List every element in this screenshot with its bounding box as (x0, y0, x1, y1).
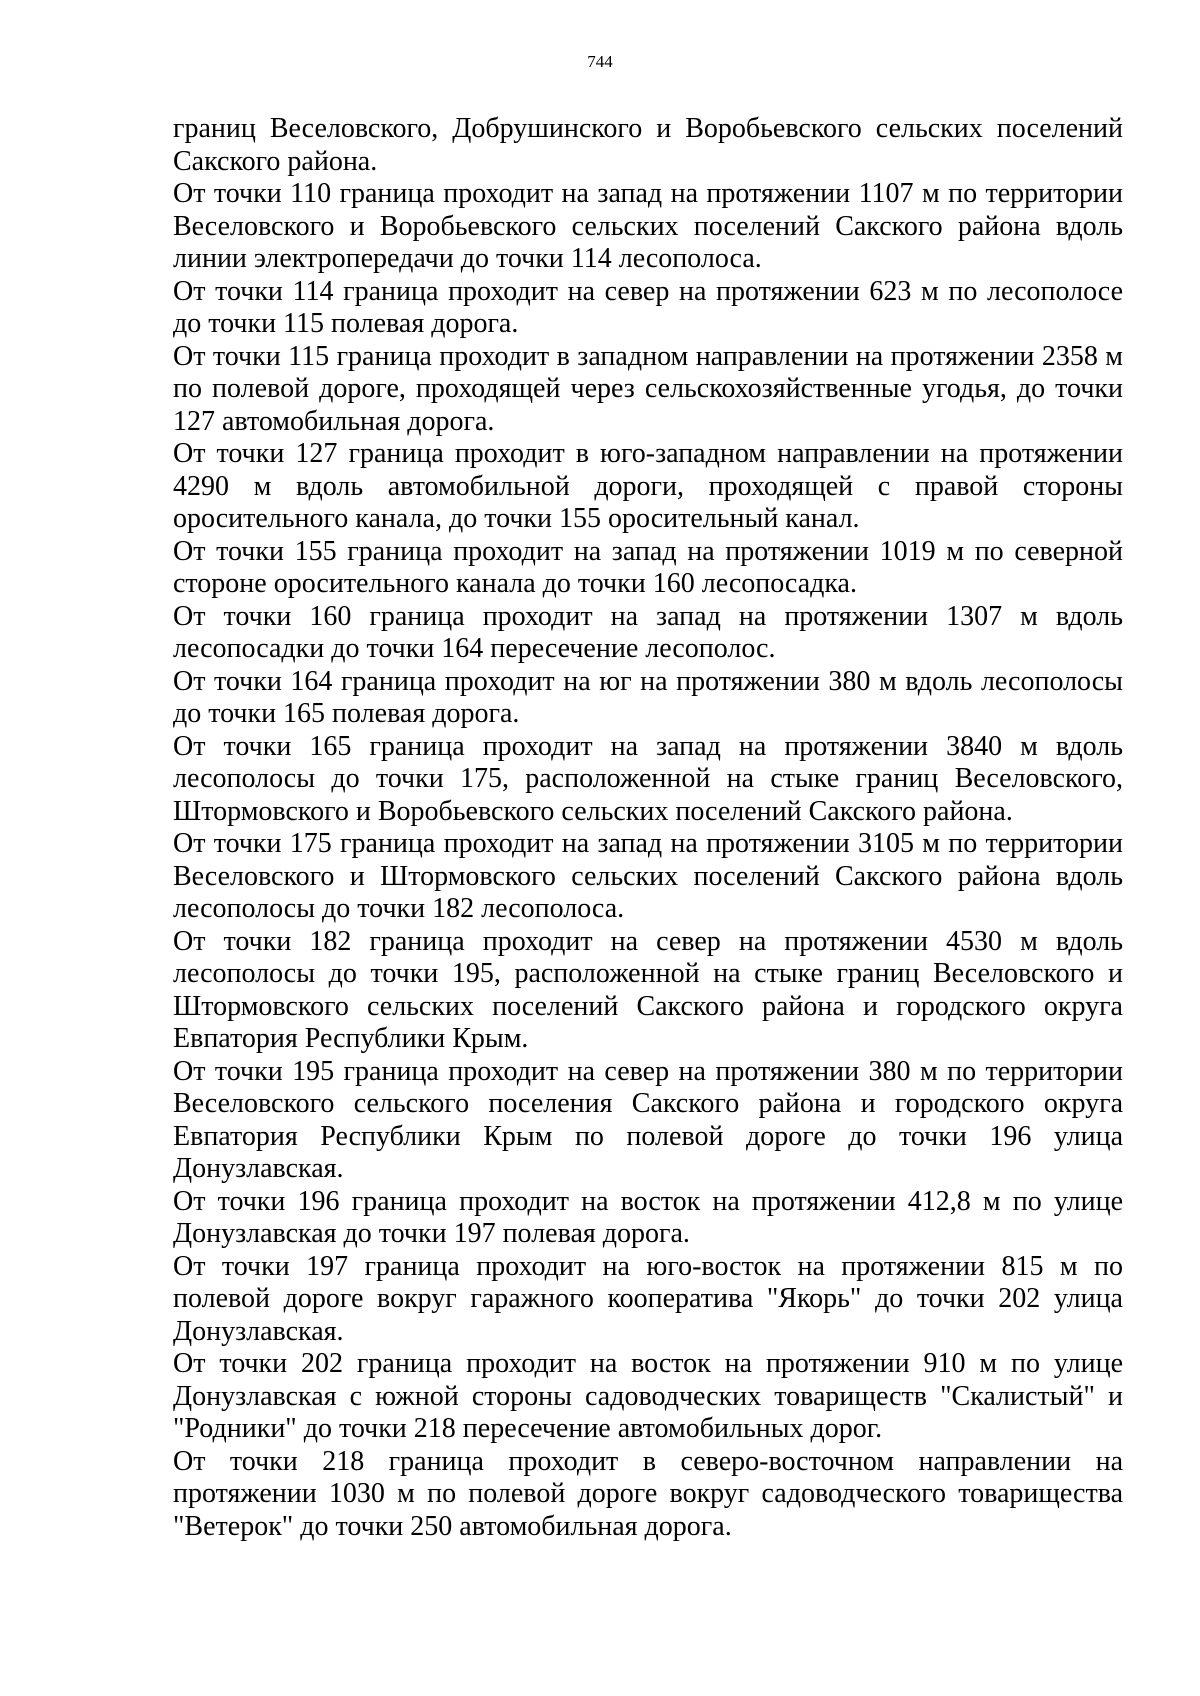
paragraph: От точки 155 граница проходит на запад на протяжении 1019 м по северной стороне оросительного канала до точки 160 лесопосадка. (173, 535, 1123, 599)
paragraph: От точки 175 граница проходит на запад на протяжении 3105 м по территории Веселовского и Штормовского сельских поселений Сакского района вдоль лесополосы до точки 182 лесополоса. (173, 828, 1123, 924)
paragraph: От точки 182 граница проходит на север на протяжении 4530 м вдоль лесополосы до точки 195, расположенной на стыке границ Веселовского и Штормовского сельских поселений Сакского района и городского округа Евпатория Республики Крым. (173, 925, 1123, 1054)
paragraph: От точки 202 граница проходит на восток на протяжении 910 м по улице Донузлавская с южной стороны садоводческих товариществ "Скалистый" и "Родники" до точки 218 пересечение автомобильных дорог. (173, 1348, 1123, 1444)
paragraph: От точки 218 граница проходит в северо-восточном направлении на протяжении 1030 м по полевой дороге вокруг садоводческого товарищества "Ветерок" до точки 250 автомобильная дорога. (173, 1445, 1123, 1542)
paragraph: От точки 196 граница проходит на восток на протяжении 412,8 м по улице Донузлавская до точки 197 полевая дорога. (173, 1185, 1123, 1249)
paragraph: От точки 115 граница проходит в западном направлении на протяжении 2358 м по полевой дороге, проходящей через сельскохозяйственные угодья, до точки 127 автомобильная дорога. (173, 340, 1123, 437)
page-number: 744 (587, 52, 613, 71)
paragraph: От точки 165 граница проходит на запад на протяжении 3840 м вдоль лесополосы до точки 175, расположенной на стыке границ Веселовского, Штормовского и Воробьевского сельских поселений Сакского района. (173, 730, 1123, 827)
paragraph: От точки 195 граница проходит на север на протяжении 380 м по территории Веселовского сельского поселения Сакского района и городского округа Евпатория Республики Крым по полевой дороге до точки 196 улица Донузлавская. (173, 1055, 1123, 1184)
paragraph: От точки 197 граница проходит на юго-восток на протяжении 815 м по полевой дороге вокруг гаражного кооператива "Якорь" до точки 202 улица Донузлавская. (173, 1250, 1123, 1347)
paragraph: От точки 164 граница проходит на юг на протяжении 380 м вдоль лесополосы до точки 165 полевая дорога. (173, 665, 1123, 729)
paragraph: От точки 110 граница проходит на запад на протяжении 1107 м по территории Веселовского и Воробьевского сельских поселений Сакского района вдоль линии электропередачи до точки 114 лесополоса. (173, 178, 1123, 274)
document-body (173, 113, 1123, 1543)
paragraph: От точки 160 граница проходит на запад на протяжении 1307 м вдоль лесопосадки до точки 164 пересечение лесополос. (173, 600, 1123, 664)
paragraph: От точки 127 граница проходит в юго-западном направлении на протяжении 4290 м вдоль автомобильной дороги, проходящей с правой стороны оросительного канала, до точки 155 оросительный канал. (173, 438, 1123, 534)
paragraph: От точки 114 граница проходит на север на протяжении 623 м по лесополосе до точки 115 полевая дорога. (173, 275, 1123, 339)
paragraph: границ Веселовского, Добрушинского и Воробьевского сельских поселений Сакского района. (173, 113, 1123, 177)
